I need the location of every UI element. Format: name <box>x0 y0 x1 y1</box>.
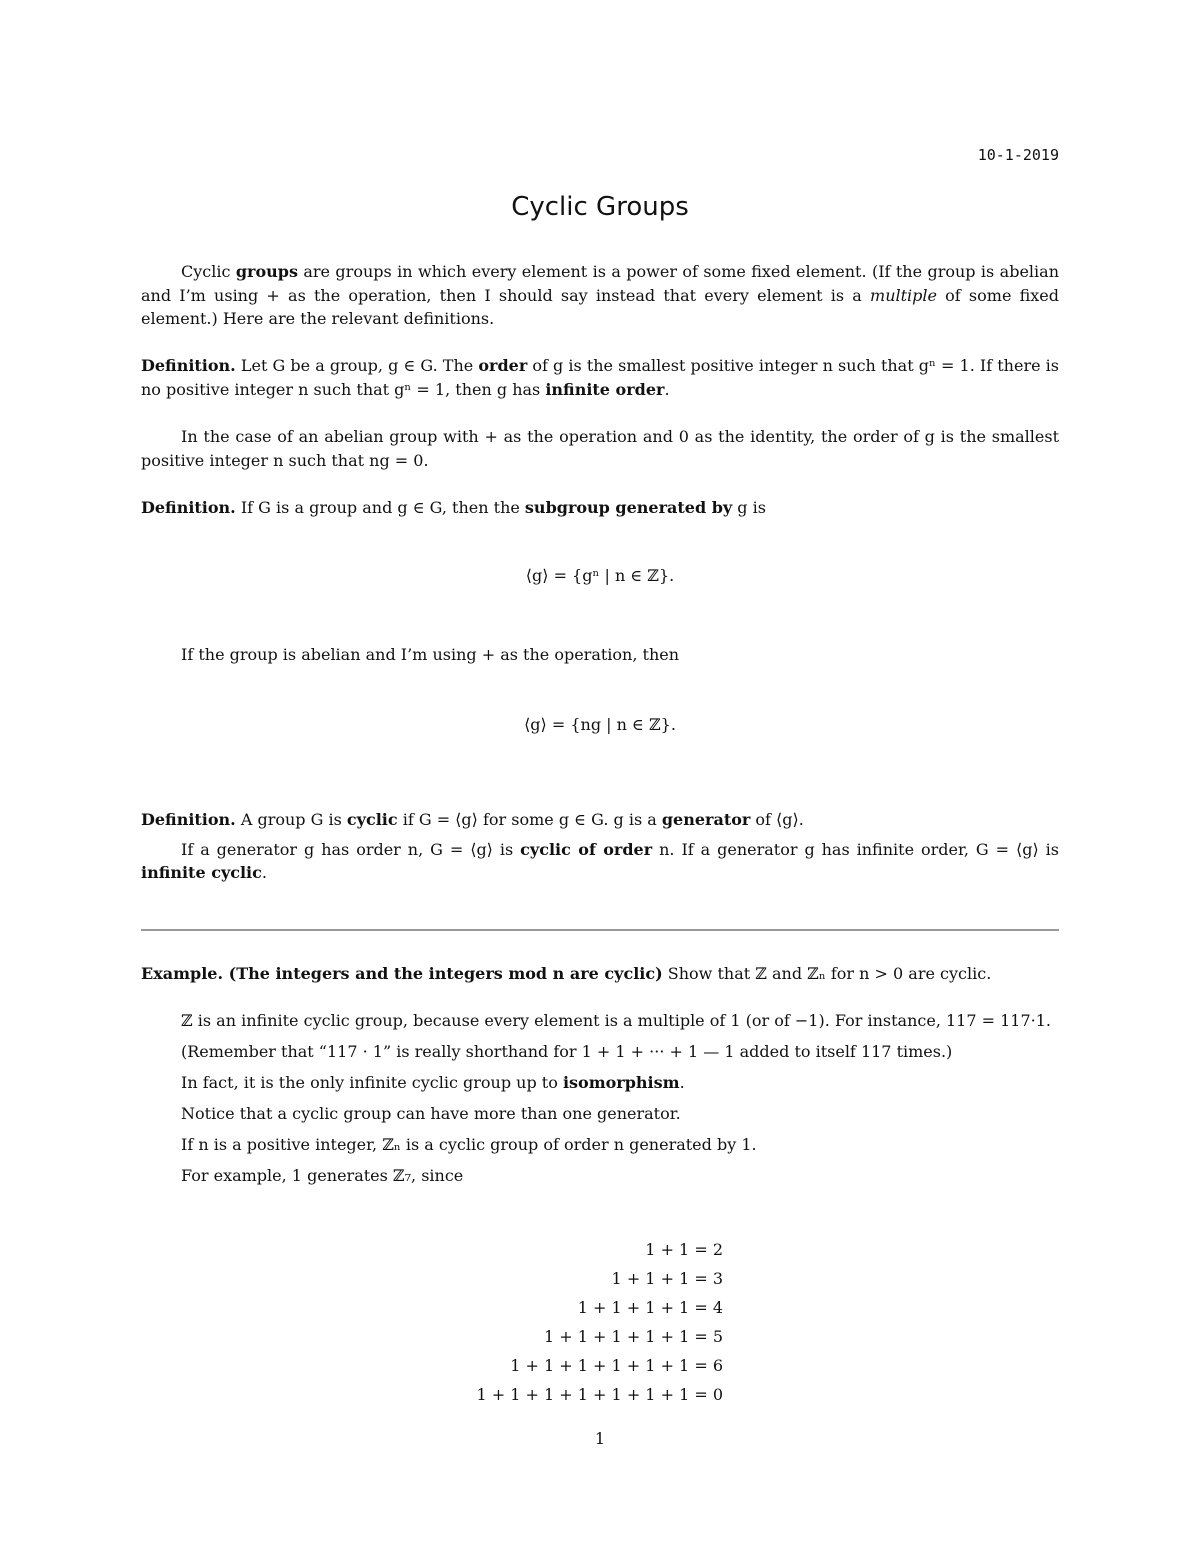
def3-q2: n. If a generator g has infinite order, G = ⟨g⟩ is <box>652 839 1059 859</box>
def3-term-cyclic-order: cyclic of order <box>520 839 653 859</box>
abelian-generated-paragraph: If the group is abelian and I’m using + as the operation, then <box>181 645 680 664</box>
equation-row: 1 + 1 + 1 + 1 + 1 + 1 + 1 = 0 <box>476 1385 723 1404</box>
equation-array <box>380 1235 723 1409</box>
intro-term: groups <box>235 262 298 281</box>
def3-text2: if G = ⟨g⟩ for some g ∈ G. g is a <box>397 810 662 829</box>
example-line-3-end: . <box>679 1073 685 1092</box>
equation-subgroup-additive: ⟨g⟩ = {ng | n ∈ ℤ}. <box>524 715 676 734</box>
definition-order <box>141 354 1059 401</box>
example-line-2: (Remember that “117 · 1” is really shorthand for 1 + 1 + ··· + 1 — 1 added to itself 117 times.) <box>181 1042 953 1061</box>
def2-label: Definition. <box>141 498 236 517</box>
def3-term-infinite-cyclic: infinite cyclic <box>141 863 262 882</box>
example-line-5: If n is a positive integer, ℤₙ is a cyclic group of order n generated by 1. <box>181 1135 757 1154</box>
def3-q3: . <box>261 863 267 882</box>
definition-subgroup <box>141 496 1059 520</box>
def1-text1: Let G be a group, g ∈ G. The <box>235 356 479 375</box>
def3-term-generator: generator <box>661 810 751 829</box>
equation-row: 1 + 1 + 1 + 1 = 4 <box>577 1298 723 1317</box>
def1-term-order: order <box>478 356 528 375</box>
def3-text3: of ⟨g⟩. <box>750 810 804 829</box>
isomorphism-term: isomorphism <box>562 1073 680 1092</box>
section-divider <box>141 929 1059 931</box>
def3-line1 <box>141 808 1059 832</box>
intro-mid: are groups in which every element is a power of some fixed element. (If the group is abelian and I’m using + as the operation, then I should say instead that every element is a <box>141 262 1059 305</box>
example-text: Show that ℤ and ℤₙ for n > 0 are cyclic. <box>662 964 992 983</box>
def3-term-cyclic: cyclic <box>346 810 398 829</box>
equation-row: 1 + 1 + 1 + 1 + 1 = 5 <box>544 1327 723 1346</box>
def1-text3: . <box>664 379 670 399</box>
def2-text2: g is <box>732 498 766 517</box>
example-line-6: For example, 1 generates ℤ₇, since <box>181 1166 464 1185</box>
def2-text1: If G is a group and g ∈ G, then the <box>235 498 525 517</box>
date: 10-1-2019 <box>977 146 1059 164</box>
example-line-1: ℤ is an infinite cyclic group, because every element is a multiple of 1 (or of −1). For instance, 117 = 117·1. <box>181 1011 1051 1030</box>
example-line-3-text: In fact, it is the only infinite cyclic group up to <box>181 1073 563 1092</box>
def3-label: Definition. <box>141 810 236 829</box>
intro-paragraph <box>141 260 1059 331</box>
example-title: (The integers and the integers mod n are cyclic) <box>223 964 663 983</box>
intro-emphasis: multiple <box>870 285 937 305</box>
intro-post: of some fixed element.) Here are the relevant definitions. <box>141 285 1060 328</box>
definition-cyclic <box>141 808 1059 885</box>
page-title: Cyclic Groups <box>511 192 689 222</box>
equation-subgroup: ⟨g⟩ = {gⁿ | n ∈ ℤ}. <box>525 566 675 585</box>
def2-term: subgroup generated by <box>524 498 733 517</box>
def3-paragraph2 <box>141 838 1059 885</box>
equation-row: 1 + 1 + 1 + 1 + 1 + 1 = 6 <box>510 1356 723 1375</box>
def3-text1: A group G is <box>235 810 347 829</box>
intro-pre: Cyclic <box>181 262 236 281</box>
example-line-3 <box>181 1073 685 1092</box>
example-heading <box>141 962 1059 986</box>
example-line-4: Notice that a cyclic group can have more than one generator. <box>181 1104 681 1123</box>
def1-term-infinite: infinite order <box>545 379 665 399</box>
abelian-order-paragraph: In the case of an abelian group with + as the operation and 0 as the identity, the order of g is the smallest positive integer n such that ng = 0. <box>141 427 1059 470</box>
example-label: Example. <box>141 964 224 983</box>
equation-row: 1 + 1 + 1 = 3 <box>611 1269 723 1288</box>
equation-row: 1 + 1 = 2 <box>645 1240 723 1259</box>
page-number: 1 <box>594 1429 606 1448</box>
def1-text2: of g is the smallest positive integer n such that gⁿ = 1. If there is no positive integer n such that gⁿ = 1, then g has <box>141 356 1060 399</box>
def3-q1: If a generator g has order n, G = ⟨g⟩ is <box>181 839 521 859</box>
def1-label: Definition. <box>141 356 236 375</box>
